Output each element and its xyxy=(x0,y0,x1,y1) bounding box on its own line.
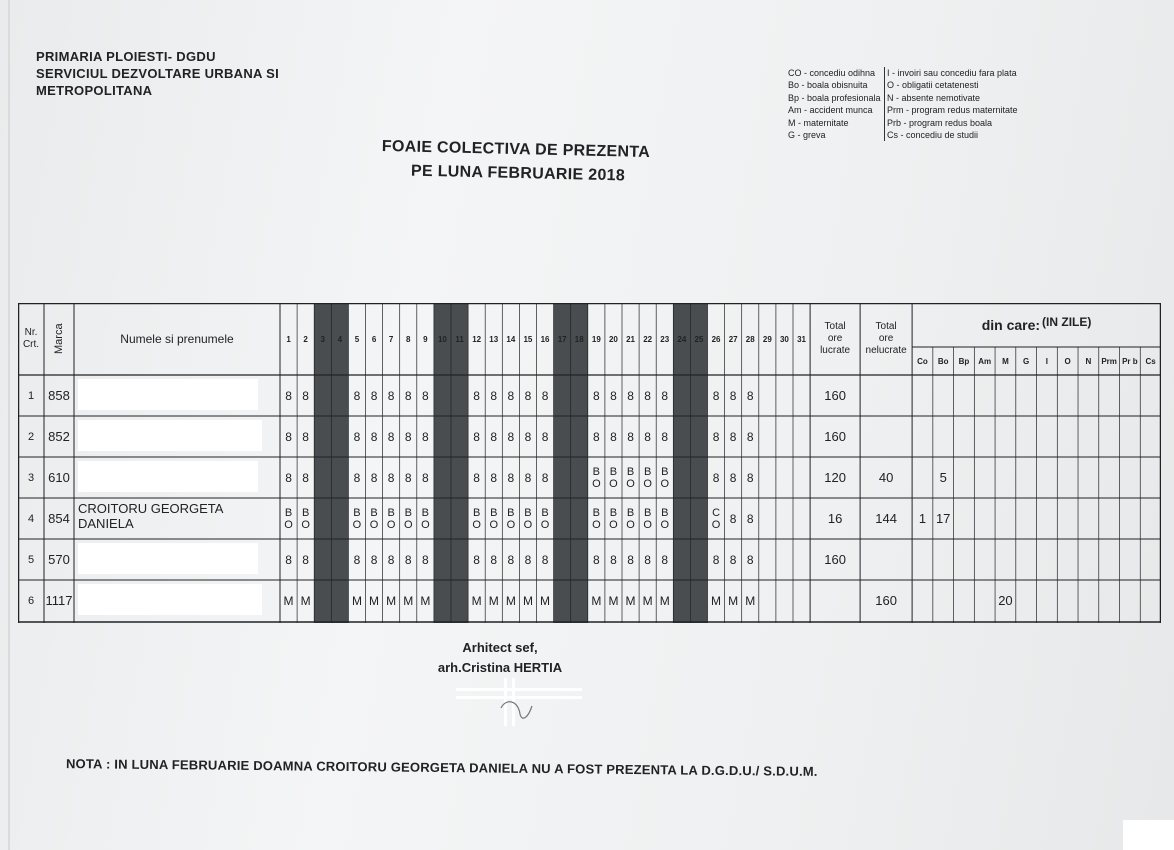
header-day: 6 xyxy=(371,334,377,344)
day-mark-8: 8 xyxy=(404,470,412,485)
header-absence-co: Co xyxy=(917,356,928,366)
legend-row xyxy=(788,129,1018,141)
day-mark-letter: B xyxy=(661,465,669,478)
day-mark-letter: B xyxy=(609,465,618,478)
day-mark-8: 8 xyxy=(661,552,669,567)
header-absence-n: N xyxy=(1085,356,1092,366)
signature-name: arh.Cristina HERTIA xyxy=(437,660,563,675)
header-day: 21 xyxy=(626,334,635,344)
day-mark-8: 8 xyxy=(353,429,361,444)
day-mark-letter: B xyxy=(609,506,618,519)
header-absence-am: Am xyxy=(978,356,992,366)
redacted-name xyxy=(78,584,262,615)
legend-row xyxy=(788,67,1018,79)
absence-legend xyxy=(788,67,1018,141)
row-nr: 6 xyxy=(27,594,35,607)
day-mark-8: 8 xyxy=(593,429,600,444)
day-mark-8: 8 xyxy=(746,511,754,526)
day-mark-8: 8 xyxy=(729,429,737,444)
day-mark-8: 8 xyxy=(644,552,651,567)
day-mark-letter: O xyxy=(523,518,533,531)
header-day: 26 xyxy=(711,334,721,344)
day-mark-8: 8 xyxy=(729,552,737,567)
legend-code: CO - concediu odihna xyxy=(788,67,885,79)
paper-fold xyxy=(8,0,10,850)
header-day: 20 xyxy=(608,334,618,344)
day-mark-8: 8 xyxy=(353,470,361,485)
day-mark-letter: B xyxy=(284,506,293,519)
day-mark-letter: B xyxy=(524,506,532,519)
row-marca: 1117 xyxy=(45,593,73,608)
day-mark-8: 8 xyxy=(473,552,480,567)
header-day: 12 xyxy=(472,334,482,344)
day-mark-8: 8 xyxy=(507,470,515,485)
row-total-nelucrate: 40 xyxy=(878,470,894,485)
row-employee-name: CROITORU GEORGETA DANIELA xyxy=(78,501,223,531)
day-mark-letter: B xyxy=(421,506,430,519)
day-mark-letter: O xyxy=(386,518,396,531)
day-mark-letter: O xyxy=(609,477,618,490)
day-mark-co xyxy=(708,498,725,539)
day-mark-bo xyxy=(656,498,673,539)
header-day: 4 xyxy=(337,334,343,344)
header-absence-prb: Pr b xyxy=(1122,356,1138,366)
legend-code: G - greva xyxy=(788,129,885,141)
header-absence-i: I xyxy=(1045,356,1049,366)
signature-mark xyxy=(456,678,586,728)
day-mark-8: 8 xyxy=(370,388,378,403)
legend-code: Bo - boala obisnuita xyxy=(788,79,885,91)
day-mark-8: 8 xyxy=(370,552,378,567)
row-total-nelucrate xyxy=(860,375,912,416)
day-mark-letter: B xyxy=(472,506,481,519)
day-mark-8: 8 xyxy=(627,429,634,444)
day-mark-bo xyxy=(588,498,605,539)
row-total-nelucrate xyxy=(860,539,912,580)
day-mark-bo xyxy=(519,498,536,539)
day-mark-8: 8 xyxy=(541,388,549,403)
header-day: 14 xyxy=(506,334,516,344)
day-mark-8: 8 xyxy=(387,470,395,485)
redacted-name xyxy=(78,461,258,492)
day-mark-8: 8 xyxy=(593,388,600,403)
day-mark-8: 8 xyxy=(404,429,412,444)
header-total-nelucrate-line: ore xyxy=(878,333,894,344)
day-mark-m: M xyxy=(522,593,533,608)
day-mark-m: M xyxy=(642,593,653,608)
redacted-name xyxy=(78,379,258,410)
day-mark-m: M xyxy=(608,593,619,608)
header-total-lucrate-line: ore xyxy=(827,333,843,344)
day-mark-letter: B xyxy=(541,506,549,519)
row-marca: 858 xyxy=(48,388,70,403)
day-mark-m: M xyxy=(369,593,380,608)
row-nr: 3 xyxy=(27,471,35,484)
day-mark-letter: O xyxy=(660,477,670,490)
day-mark-bo xyxy=(622,457,639,498)
header-line-2: SERVICIUL DEZVOLTARE URBANA SI xyxy=(36,66,280,81)
day-mark-letter: B xyxy=(353,506,361,519)
day-mark-8: 8 xyxy=(507,388,515,403)
day-mark-8: 8 xyxy=(507,552,515,567)
day-mark-m: M xyxy=(745,593,756,608)
day-mark-8: 8 xyxy=(473,388,480,403)
header-day: 27 xyxy=(728,334,738,344)
header-day: 17 xyxy=(557,334,567,344)
day-mark-bo xyxy=(468,498,485,539)
legend-code: Prb - program redus boala xyxy=(887,117,993,128)
header-total-nelucrate-line: Total xyxy=(875,321,897,332)
day-mark-8: 8 xyxy=(387,552,395,567)
day-mark-8: 8 xyxy=(302,552,309,567)
day-mark-letter: O xyxy=(643,518,652,531)
row-absence-co: 1 xyxy=(918,511,927,526)
header-day: 5 xyxy=(354,334,360,344)
day-mark-8: 8 xyxy=(370,470,378,485)
header-day: 31 xyxy=(797,334,806,344)
day-mark-letter: B xyxy=(661,506,669,519)
day-mark-letter: O xyxy=(421,518,430,531)
day-mark-8: 8 xyxy=(404,388,412,403)
header-nr-line: Nr. xyxy=(24,327,38,338)
day-mark-letter: O xyxy=(301,518,310,531)
day-mark-8: 8 xyxy=(490,429,498,444)
header-name: Numele si prenumele xyxy=(120,332,234,346)
in-zile-label: (IN ZILE) xyxy=(1042,315,1092,329)
day-mark-letter: B xyxy=(643,465,652,478)
header-day: 16 xyxy=(540,334,550,344)
header-absence-m: M xyxy=(1002,356,1009,366)
day-mark-letter: B xyxy=(370,506,378,519)
day-mark-letter: O xyxy=(592,518,601,531)
document-title: FOAIE COLECTIVA DE PREZENTA xyxy=(381,137,651,162)
day-mark-8: 8 xyxy=(746,552,754,567)
header-din-care xyxy=(912,303,1161,347)
day-mark-8: 8 xyxy=(746,429,754,444)
row-total-lucrate: 120 xyxy=(824,470,846,485)
day-mark-bo xyxy=(348,498,365,539)
header-day: 22 xyxy=(643,334,653,344)
day-mark-bo xyxy=(280,498,297,539)
day-mark-8: 8 xyxy=(302,470,309,485)
day-mark-8: 8 xyxy=(353,388,361,403)
day-mark-bo xyxy=(639,457,656,498)
redacted-name xyxy=(78,543,258,574)
day-mark-letter: O xyxy=(489,518,499,531)
day-mark-8: 8 xyxy=(490,552,498,567)
day-mark-m: M xyxy=(540,593,551,608)
day-mark-8: 8 xyxy=(746,470,754,485)
day-mark-m: M xyxy=(403,593,414,608)
day-mark-letter: B xyxy=(507,506,515,519)
legend-code: M - maternitate xyxy=(788,117,885,129)
day-mark-8: 8 xyxy=(593,552,600,567)
day-mark-m: M xyxy=(386,593,397,608)
day-mark-8: 8 xyxy=(610,388,617,403)
header-absence-g: G xyxy=(1023,356,1030,366)
header-marca: Marca xyxy=(53,323,65,355)
day-mark-8: 8 xyxy=(422,429,429,444)
header-day: 8 xyxy=(406,334,411,344)
day-mark-letter: O xyxy=(352,518,362,531)
header-nr-line: Crt. xyxy=(22,339,40,350)
legend-code: Am - accident munca xyxy=(788,104,885,116)
day-mark-m: M xyxy=(300,593,311,608)
row-absence-bo: 17 xyxy=(935,511,951,526)
day-mark-8: 8 xyxy=(422,552,429,567)
day-mark-letter: B xyxy=(387,506,395,519)
day-mark-letter: B xyxy=(404,506,412,519)
day-mark-letter: O xyxy=(472,518,481,531)
day-mark-8: 8 xyxy=(712,470,720,485)
day-mark-8: 8 xyxy=(370,429,378,444)
day-mark-letter: O xyxy=(403,518,413,531)
header-total-lucrate xyxy=(810,303,860,375)
day-mark-letter: B xyxy=(626,465,635,478)
day-mark-letter: O xyxy=(643,477,652,490)
day-mark-letter: O xyxy=(626,518,635,531)
day-mark-letter: O xyxy=(284,518,293,531)
day-mark-letter: B xyxy=(592,506,601,519)
day-mark-8: 8 xyxy=(387,429,395,444)
row-total-nelucrate xyxy=(860,416,912,457)
day-mark-bo xyxy=(605,457,622,498)
header-day: 29 xyxy=(762,334,772,344)
legend-code: Cs - concediu de studii xyxy=(887,130,979,141)
row-nr: 4 xyxy=(27,512,35,525)
signature-title: Arhitect sef, xyxy=(462,640,538,655)
header-line-3: METROPOLITANA xyxy=(36,83,153,98)
day-mark-8: 8 xyxy=(422,388,429,403)
day-mark-m: M xyxy=(488,593,499,608)
day-mark-8: 8 xyxy=(285,552,292,567)
day-mark-8: 8 xyxy=(490,470,498,485)
header-total-lucrate-line: Total xyxy=(824,321,846,332)
day-mark-8: 8 xyxy=(644,388,651,403)
legend-code: O - obligatii cetatenesti xyxy=(887,80,979,91)
row-total-lucrate: 160 xyxy=(824,552,846,567)
day-mark-8: 8 xyxy=(404,552,412,567)
day-mark-letter: B xyxy=(592,465,601,478)
legend-code: N - absente nemotivate xyxy=(887,92,981,103)
day-mark-bo xyxy=(366,498,383,539)
day-mark-8: 8 xyxy=(473,429,480,444)
day-mark-8: 8 xyxy=(644,429,651,444)
day-mark-8: 8 xyxy=(541,552,549,567)
day-mark-8: 8 xyxy=(524,552,532,567)
row-total-lucrate: 160 xyxy=(824,429,846,444)
day-mark-m: M xyxy=(659,593,670,608)
day-mark-letter: O xyxy=(369,518,379,531)
din-care-label: din care: xyxy=(981,317,1041,333)
day-mark-8: 8 xyxy=(661,429,669,444)
day-mark-m: M xyxy=(625,593,636,608)
day-mark-8: 8 xyxy=(285,388,292,403)
day-mark-letter: O xyxy=(660,518,670,531)
day-mark-8: 8 xyxy=(302,388,309,403)
row-total-lucrate: 160 xyxy=(824,388,846,403)
day-mark-bo xyxy=(400,498,417,539)
header-absence-bp: Bp xyxy=(958,356,970,366)
nota-text: NOTA : IN LUNA FEBRUARIE DOAMNA CROITORU GEORGETA DANIELA NU A FOST PREZENTA LA D.G.D.U./ S.D.U.M. xyxy=(65,756,818,779)
day-mark-8: 8 xyxy=(524,470,532,485)
header-absence-prm: Prm xyxy=(1101,356,1117,366)
day-mark-m: M xyxy=(351,593,362,608)
day-mark-m: M xyxy=(591,593,602,608)
day-mark-8: 8 xyxy=(627,552,634,567)
legend-row xyxy=(788,92,1018,104)
header-absence-cs: Cs xyxy=(1145,356,1156,366)
day-mark-8: 8 xyxy=(729,388,737,403)
row-marca: 610 xyxy=(48,470,70,485)
day-mark-letter: O xyxy=(609,518,618,531)
day-mark-letter: O xyxy=(506,518,516,531)
header-day: 7 xyxy=(388,334,394,344)
day-mark-m: M xyxy=(471,593,482,608)
header-day: 25 xyxy=(694,334,704,344)
header-day: 2 xyxy=(303,334,308,344)
day-mark-bo xyxy=(656,457,673,498)
day-mark-letter: B xyxy=(643,506,652,519)
header-nr-crt xyxy=(18,303,44,375)
day-mark-bo xyxy=(383,498,400,539)
day-mark-8: 8 xyxy=(524,429,532,444)
row-total-nelucrate: 160 xyxy=(875,593,897,608)
header-absence-o: O xyxy=(1064,356,1071,366)
day-mark-bo xyxy=(417,498,434,539)
day-mark-letter: B xyxy=(490,506,498,519)
header-day: 30 xyxy=(779,334,789,344)
header-total-lucrate-line: lucrate xyxy=(820,345,851,356)
day-mark-8: 8 xyxy=(302,429,309,444)
day-mark-bo xyxy=(297,498,314,539)
day-mark-8: 8 xyxy=(712,552,720,567)
day-mark-8: 8 xyxy=(285,429,292,444)
legend-code: I - invoiri sau concediu fara plata xyxy=(887,68,1017,78)
day-mark-bo xyxy=(588,457,605,498)
row-total-nelucrate: 144 xyxy=(875,511,897,526)
day-mark-8: 8 xyxy=(610,552,617,567)
legend-row xyxy=(788,104,1018,116)
header-day: 23 xyxy=(660,334,670,344)
day-mark-8: 8 xyxy=(729,511,737,526)
header-day: 3 xyxy=(320,334,325,344)
legend-row xyxy=(788,117,1018,129)
day-mark-bo xyxy=(622,498,639,539)
day-mark-letter: O xyxy=(540,518,550,531)
day-mark-bo xyxy=(639,498,656,539)
header-day: 19 xyxy=(591,334,601,344)
day-mark-m: M xyxy=(283,593,294,608)
row-absence-m: 20 xyxy=(998,593,1013,608)
day-mark-8: 8 xyxy=(661,388,669,403)
day-mark-bo xyxy=(605,498,622,539)
day-mark-8: 8 xyxy=(541,429,549,444)
row-total-lucrate xyxy=(810,580,860,621)
header-day: 10 xyxy=(437,334,447,344)
day-mark-8: 8 xyxy=(422,470,429,485)
header-day: 1 xyxy=(286,334,291,344)
institution-header xyxy=(36,48,279,99)
legend-row xyxy=(788,79,1018,91)
day-mark-bo xyxy=(537,498,554,539)
row-marca: 570 xyxy=(48,552,70,567)
day-mark-letter: C xyxy=(712,506,721,519)
row-marca: 854 xyxy=(48,511,70,526)
day-mark-letter: B xyxy=(626,506,635,519)
day-mark-letter: O xyxy=(592,477,601,490)
row-total-lucrate: 16 xyxy=(827,511,843,526)
day-mark-m: M xyxy=(728,593,739,608)
header-line-1: PRIMARIA PLOIESTI- DGDU xyxy=(36,49,216,64)
day-mark-m: M xyxy=(505,593,516,608)
row-nr: 2 xyxy=(27,430,35,443)
header-day: 11 xyxy=(455,334,464,344)
day-mark-8: 8 xyxy=(746,388,754,403)
day-mark-m: M xyxy=(420,593,431,608)
header-day: 9 xyxy=(423,334,428,344)
day-mark-letter: B xyxy=(301,506,310,519)
header-day: 28 xyxy=(745,334,755,344)
day-mark-8: 8 xyxy=(541,470,549,485)
header-day: 18 xyxy=(574,334,584,344)
row-marca: 852 xyxy=(48,429,70,444)
header-total-nelucrate xyxy=(860,303,912,375)
day-mark-bo xyxy=(502,498,519,539)
day-mark-8: 8 xyxy=(507,429,515,444)
day-mark-8: 8 xyxy=(712,429,720,444)
header-day: 15 xyxy=(523,334,533,344)
day-mark-8: 8 xyxy=(285,470,292,485)
day-mark-m: M xyxy=(711,593,722,608)
day-mark-bo xyxy=(485,498,502,539)
row-absence-bo: 5 xyxy=(939,470,947,485)
day-mark-8: 8 xyxy=(387,388,395,403)
day-mark-8: 8 xyxy=(729,470,737,485)
day-mark-8: 8 xyxy=(473,470,480,485)
row-nr: 5 xyxy=(27,553,35,566)
day-mark-letter: O xyxy=(626,477,635,490)
day-mark-8: 8 xyxy=(610,429,617,444)
header-absence-bo: Bo xyxy=(937,356,949,366)
legend-code: Prm - program redus maternitate xyxy=(887,105,1018,116)
header-day: 24 xyxy=(677,334,687,344)
attendance-table xyxy=(18,303,1161,623)
corner-redaction xyxy=(1123,820,1174,850)
legend-code: Bp - boala profesionala xyxy=(788,92,885,104)
day-mark-letter: O xyxy=(711,518,721,531)
header-day: 13 xyxy=(489,334,499,344)
header-total-nelucrate-line: nelucrate xyxy=(865,345,907,356)
day-mark-8: 8 xyxy=(524,388,532,403)
redacted-name xyxy=(78,420,262,451)
day-mark-8: 8 xyxy=(712,388,720,403)
day-mark-8: 8 xyxy=(353,552,361,567)
row-nr: 1 xyxy=(27,389,35,402)
day-mark-8: 8 xyxy=(490,388,498,403)
document-subtitle: PE LUNA FEBRUARIE 2018 xyxy=(410,162,626,185)
day-mark-8: 8 xyxy=(627,388,634,403)
